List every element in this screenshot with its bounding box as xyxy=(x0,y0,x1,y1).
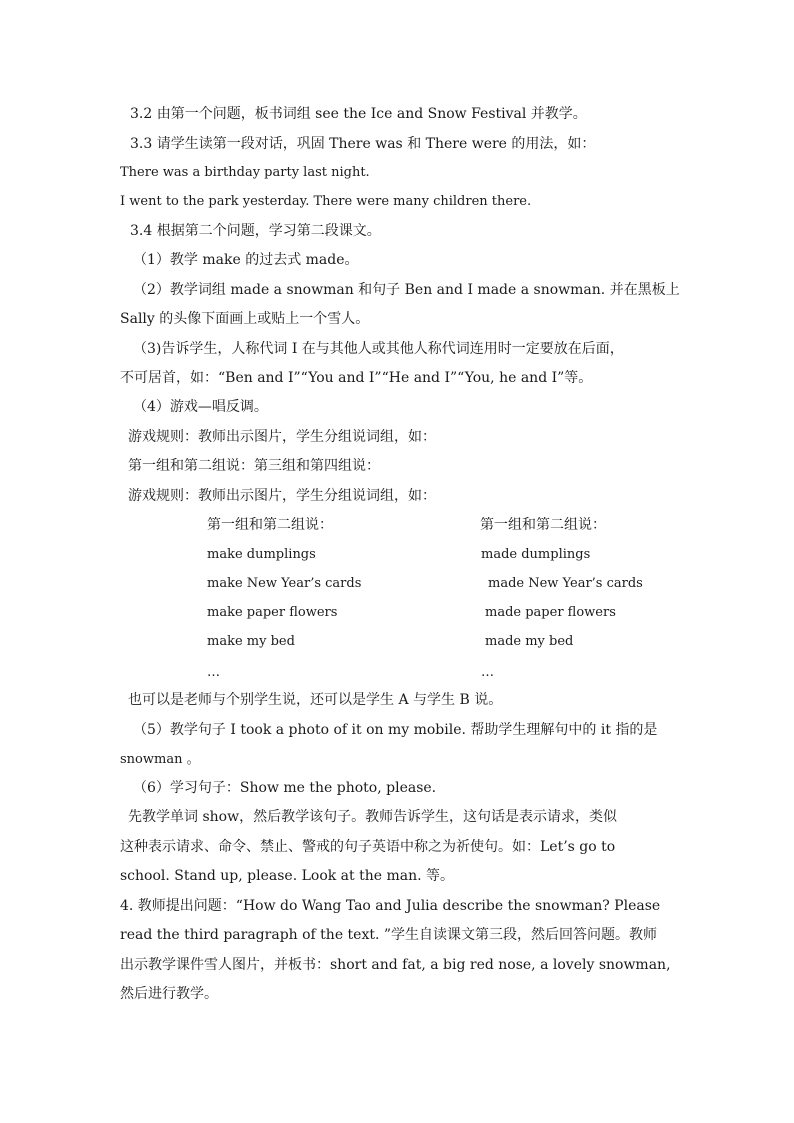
text-line: read the third paragraph of the text. ”学生自读课文第三段，然后回答问题。教师 xyxy=(120,927,658,943)
text-line: 这种表示请求、命令、禁止、警戒的句子英语中称之为祈使句。如：Let’s go to xyxy=(120,839,616,855)
text-line: （5）教学句子 I took a photo of it on my mobile. 帮助学生理解句中的 it 指的是 xyxy=(133,722,658,738)
text-line: （2）教学词组 made a snowman 和句子 Ben and I made a snowman. 并在黑板上 xyxy=(133,282,680,298)
text-line: （4）游戏—唱反调。 xyxy=(133,399,268,415)
text-line: （1）教学 make 的过去式 made。 xyxy=(133,252,359,268)
text-line: 3.2 由第一个问题，板书词组 see the Ice and Snow Festival 并教学。 xyxy=(130,106,587,122)
text-line: 游戏规则：教师出示图片，学生分组说词组，如： xyxy=(128,488,436,504)
text-line: I went to the park yesterday. There were many children there. xyxy=(120,194,532,209)
text-line: 出示教学课件雪人图片，并板书：short and fat, a big red nose, a lovely snowman, xyxy=(120,957,671,973)
text-line: 然后进行教学。 xyxy=(120,986,218,1002)
table-right-item: made New Year’s cards xyxy=(488,576,643,591)
table-right-item: made paper flowers xyxy=(485,605,616,620)
table-left-item: make paper flowers xyxy=(207,605,338,620)
text-line: （3)告诉学生，人称代词 I 在与其他人或其他人称代词连用时一定要放在后面， xyxy=(133,341,624,357)
text-line: 4. 教师提出问题：“How do Wang Tao and Julia describe the snowman? Please xyxy=(120,898,661,914)
text-line: 3.4 根据第二个问题，学习第二段课文。 xyxy=(130,223,381,239)
text-line: 先教学单词 show，然后教学该句子。教师告诉学生，这句话是表示请求，类似 xyxy=(128,809,618,825)
text-line: （6）学习句子：Show me the photo, please. xyxy=(133,780,437,796)
text-line: Sally 的头像下面画上或贴上一个雪人。 xyxy=(120,311,370,327)
text-line: school. Stand up, please. Look at the man. 等。 xyxy=(120,868,455,884)
text-line: There was a birthday party last night. xyxy=(120,165,370,180)
text-line: 第一组和第二组说：第三组和第四组说： xyxy=(128,458,380,474)
text-line: 游戏规则：教师出示图片，学生分组说词组，如： xyxy=(128,429,436,445)
text-line: 3.3 请学生读第一段对话，巩固 There was 和 There were 的用法，如： xyxy=(130,136,596,152)
text-line: 不可居首，如：“Ben and I”“You and I”“He and I”“You, he and I”等。 xyxy=(120,370,593,386)
table-left-item: make my bed xyxy=(207,634,295,649)
table-left-item: … xyxy=(207,665,220,680)
text-line: 也可以是老师与个别学生说，还可以是学生 A 与学生 B 说。 xyxy=(128,692,503,708)
table-right-header: 第一组和第二组说： xyxy=(480,517,606,533)
table-right-item: made dumplings xyxy=(481,547,591,562)
table-left-item: make dumplings xyxy=(207,547,316,562)
table-right-item: made my bed xyxy=(485,634,574,649)
table-left-header: 第一组和第二组说： xyxy=(207,517,333,533)
table-left-item: make New Year’s cards xyxy=(207,576,362,591)
table-right-item: … xyxy=(481,665,494,680)
text-line: snowman 。 xyxy=(120,752,200,767)
